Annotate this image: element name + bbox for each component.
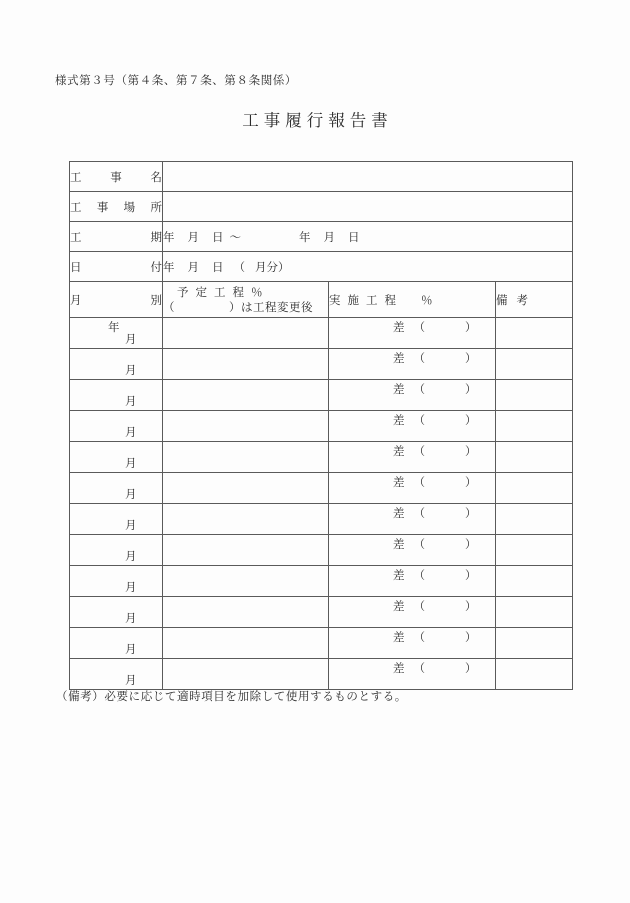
cell-difference-label: 差 [393, 351, 405, 365]
header-remarks-text: 備考 [496, 292, 537, 307]
cell-difference [393, 350, 477, 366]
field-construction-name[interactable] [163, 162, 573, 192]
label-construction-name-text: 工事名 [70, 169, 162, 184]
cell-remarks-3[interactable] [496, 411, 573, 442]
cell-month-label: 月 [125, 425, 137, 439]
period-month-start: 月 [187, 229, 212, 244]
table-row [70, 659, 573, 690]
cell-month-label: 月 [125, 363, 137, 377]
cell-difference [393, 505, 477, 521]
cell-remarks-1[interactable] [496, 349, 573, 380]
cell-planned-2[interactable] [163, 380, 329, 411]
period-day-start: 日 [212, 229, 230, 244]
report-date-month-portion: 月分） [255, 259, 290, 274]
cell-difference-paren-close: ） [465, 537, 477, 551]
cell-difference-paren-close: ） [465, 320, 477, 334]
form-number: 様式第３号（第４条、第７条、第８条関係） [55, 73, 297, 87]
header-planned-progress [163, 282, 329, 318]
cell-difference-paren-close: ） [465, 382, 477, 396]
cell-remarks-11[interactable] [496, 659, 573, 690]
cell-planned-11[interactable] [163, 659, 329, 690]
cell-month-8[interactable] [70, 566, 163, 597]
header-planned-percent: ％ [251, 284, 270, 299]
cell-actual-5[interactable] [329, 473, 496, 504]
cell-actual-8[interactable] [329, 566, 496, 597]
period-year-start: 年 [163, 229, 188, 244]
cell-difference [393, 567, 477, 583]
cell-month-10[interactable] [70, 628, 163, 659]
cell-month-2[interactable] [70, 380, 163, 411]
cell-remarks-9[interactable] [496, 597, 573, 628]
cell-difference-paren-open: （ [413, 320, 425, 334]
field-report-date[interactable] [163, 252, 573, 282]
cell-remarks-10[interactable] [496, 628, 573, 659]
row-column-headers [70, 282, 573, 318]
cell-planned-4[interactable] [163, 442, 329, 473]
progress-report-table [69, 161, 573, 690]
cell-difference-label: 差 [393, 382, 405, 396]
cell-month-label: 月 [125, 549, 137, 563]
cell-actual-10[interactable] [329, 628, 496, 659]
cell-difference-paren-open: （ [413, 599, 425, 613]
cell-planned-5[interactable] [163, 473, 329, 504]
cell-remarks-8[interactable] [496, 566, 573, 597]
cell-difference [393, 474, 477, 490]
cell-month-9[interactable] [70, 597, 163, 628]
cell-difference-paren-open: （ [413, 475, 425, 489]
cell-difference-paren-open: （ [413, 413, 425, 427]
label-construction-site-text: 工事場所 [70, 199, 162, 214]
header-planned-text: 予定工程 [177, 284, 251, 299]
footer-note: （備考）必要に応じて適時項目を加除して使用するものとする。 [56, 689, 407, 703]
page-title: 工事履行報告書 [242, 111, 393, 130]
row-construction-period [70, 222, 573, 252]
cell-difference-label: 差 [393, 320, 405, 334]
cell-month-3[interactable] [70, 411, 163, 442]
report-date-year: 年 [163, 259, 188, 274]
cell-month-label: 月 [125, 518, 137, 532]
row-construction-name [70, 162, 573, 192]
cell-difference-paren-close: ） [465, 475, 477, 489]
cell-planned-3[interactable] [163, 411, 329, 442]
header-planned-paren-close: ）は工程変更後 [229, 299, 313, 314]
cell-difference-paren-open: （ [413, 537, 425, 551]
cell-difference-label: 差 [393, 599, 405, 613]
cell-difference-paren-open: （ [413, 568, 425, 582]
table-row [70, 566, 573, 597]
cell-difference-paren-close: ） [465, 568, 477, 582]
cell-difference [393, 381, 477, 397]
header-month-column-text: 月別 [70, 292, 162, 307]
report-date-month: 月 [187, 259, 212, 274]
cell-remarks-4[interactable] [496, 442, 573, 473]
table-row [70, 597, 573, 628]
cell-year-label: 年 [108, 320, 120, 334]
cell-difference-label: 差 [393, 568, 405, 582]
table-row [70, 473, 573, 504]
cell-remarks-6[interactable] [496, 504, 573, 535]
label-construction-period [70, 222, 163, 252]
cell-month-5[interactable] [70, 473, 163, 504]
field-construction-site[interactable] [163, 192, 573, 222]
cell-difference-paren-open: （ [413, 630, 425, 644]
cell-remarks-5[interactable] [496, 473, 573, 504]
field-construction-period[interactable] [163, 222, 573, 252]
period-month-end: 月 [323, 229, 348, 244]
table-row [70, 535, 573, 566]
period-year-end: 年 [299, 229, 324, 244]
cell-difference-paren-open: （ [413, 444, 425, 458]
cell-planned-7[interactable] [163, 535, 329, 566]
cell-difference-label: 差 [393, 506, 405, 520]
cell-month-6[interactable] [70, 504, 163, 535]
cell-difference-label: 差 [393, 444, 405, 458]
header-month-column [70, 282, 163, 318]
cell-planned-6[interactable] [163, 504, 329, 535]
cell-planned-1[interactable] [163, 349, 329, 380]
cell-planned-8[interactable] [163, 566, 329, 597]
cell-difference [393, 536, 477, 552]
cell-difference-label: 差 [393, 661, 405, 675]
table-row [70, 628, 573, 659]
header-planned-paren-open: （ [163, 299, 175, 314]
cell-planned-9[interactable] [163, 597, 329, 628]
table-row [70, 349, 573, 380]
header-actual-percent: ％ [421, 292, 433, 307]
cell-month-label: 月 [125, 456, 137, 470]
cell-difference-paren-close: ） [465, 661, 477, 675]
cell-month-11[interactable] [70, 659, 163, 690]
cell-month-label: 月 [125, 580, 137, 594]
cell-difference [393, 319, 477, 335]
cell-month-0[interactable] [70, 318, 163, 349]
cell-difference-paren-open: （ [413, 351, 425, 365]
cell-difference [393, 660, 477, 676]
label-construction-site [70, 192, 163, 222]
report-date-paren-open: （ [233, 259, 245, 274]
cell-difference-paren-close: ） [465, 506, 477, 520]
period-tilde-icon: ～ [229, 229, 241, 244]
table-body [70, 162, 573, 690]
cell-month-label: 月 [125, 673, 137, 687]
cell-actual-7[interactable] [329, 535, 496, 566]
header-remarks [496, 282, 573, 318]
label-report-date-text: 日付 [70, 259, 162, 274]
table-row [70, 380, 573, 411]
cell-difference-paren-close: ） [465, 599, 477, 613]
cell-actual-6[interactable] [329, 504, 496, 535]
row-report-date [70, 252, 573, 282]
cell-difference-paren-open: （ [413, 661, 425, 675]
cell-actual-3[interactable] [329, 411, 496, 442]
cell-planned-0[interactable] [163, 318, 329, 349]
cell-remarks-7[interactable] [496, 535, 573, 566]
cell-actual-2[interactable] [329, 380, 496, 411]
cell-difference [393, 629, 477, 645]
cell-month-label: 月 [125, 611, 137, 625]
label-report-date [70, 252, 163, 282]
header-planned-line1 [163, 285, 328, 300]
cell-actual-1[interactable] [329, 349, 496, 380]
cell-difference [393, 598, 477, 614]
header-planned-line2 [163, 300, 328, 315]
cell-difference-label: 差 [393, 475, 405, 489]
header-actual-progress [329, 282, 496, 318]
label-construction-period-text: 工期 [70, 229, 162, 244]
table-row [70, 318, 573, 349]
table-row [70, 411, 573, 442]
cell-actual-11[interactable] [329, 659, 496, 690]
cell-difference-label: 差 [393, 413, 405, 427]
header-actual-text: 実施工程 [329, 292, 403, 307]
table-row [70, 504, 573, 535]
cell-difference-label: 差 [393, 630, 405, 644]
cell-month-7[interactable] [70, 535, 163, 566]
cell-difference-paren-close: ） [465, 444, 477, 458]
cell-month-label: 月 [125, 332, 137, 346]
cell-month-4[interactable] [70, 442, 163, 473]
row-construction-site [70, 192, 573, 222]
cell-actual-4[interactable] [329, 442, 496, 473]
report-date-day: 日 [212, 259, 224, 274]
cell-difference-paren-open: （ [413, 382, 425, 396]
cell-month-1[interactable] [70, 349, 163, 380]
cell-difference-paren-close: ） [465, 413, 477, 427]
label-construction-name [70, 162, 163, 192]
table-row [70, 442, 573, 473]
cell-actual-0[interactable] [329, 318, 496, 349]
cell-remarks-2[interactable] [496, 380, 573, 411]
cell-difference-paren-open: （ [413, 506, 425, 520]
period-day-end: 日 [348, 229, 360, 244]
cell-difference [393, 412, 477, 428]
cell-difference-paren-close: ） [465, 351, 477, 365]
cell-month-label: 月 [125, 642, 137, 656]
cell-difference-label: 差 [393, 537, 405, 551]
cell-month-label: 月 [125, 487, 137, 501]
cell-month-label: 月 [125, 394, 137, 408]
cell-difference [393, 443, 477, 459]
cell-planned-10[interactable] [163, 628, 329, 659]
cell-remarks-0[interactable] [496, 318, 573, 349]
cell-difference-paren-close: ） [465, 630, 477, 644]
cell-actual-9[interactable] [329, 597, 496, 628]
